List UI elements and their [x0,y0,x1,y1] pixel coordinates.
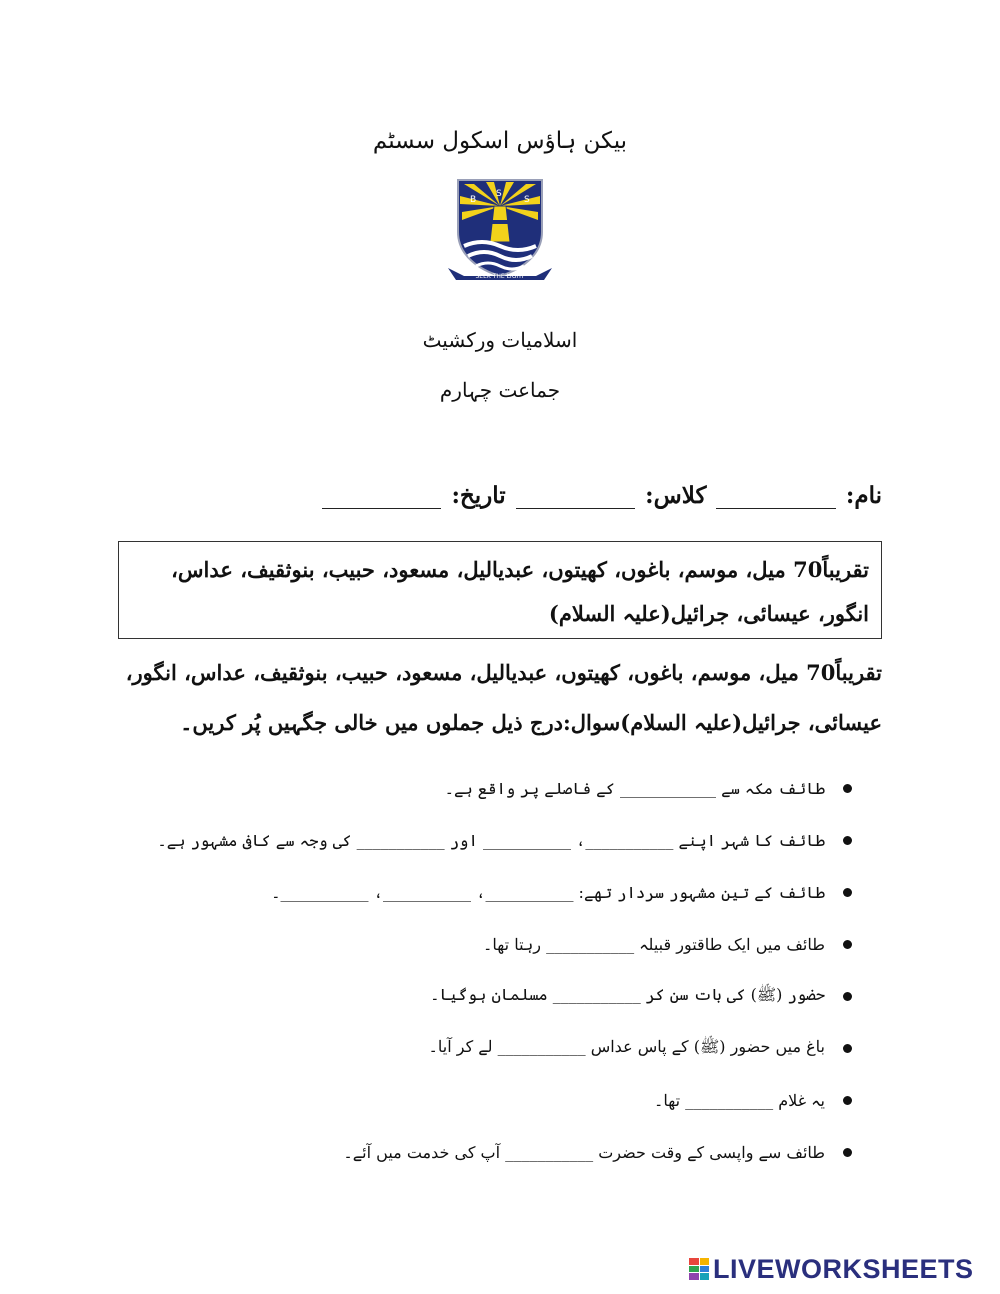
question-text: طائف کے تین مشہور سردار تھے: ___________، ___________، ___________۔ [271,882,825,902]
bullet-icon [843,940,852,949]
crest-letter: S [524,195,530,205]
list-item [92,970,852,1022]
question-text: یہ غلام ___________ تھا۔ [654,1090,825,1110]
school-crest-logo [444,176,556,284]
bullet-icon [843,1148,852,1157]
fill-in-blanks-list [92,762,852,1178]
student-info-row [322,478,882,509]
list-item [92,762,852,814]
list-item [92,1074,852,1126]
class-blank[interactable] [516,478,635,509]
question-text: حضور (ﷺ) کی بات سن کر ___________ مسلمان ہوگیا۔ [430,984,825,1004]
question-text: طائف مکہ سے ____________ کے فاصلے پر واقع ہے۔ [444,778,825,798]
date-label: تاریخ: [451,482,506,509]
liveworksheets-mark-icon [689,1258,709,1280]
liveworksheets-brand: LIVEWORKSHEETS [713,1253,974,1284]
crest-letter: B [470,195,477,205]
question-text: طائف میں ایک طاقتور قبیلہ ___________ رہتا تھا۔ [483,934,825,954]
bullet-icon [843,1044,852,1053]
worksheet-title: اسلامیات ورکشیٹ [422,328,578,352]
grade-label: جماعت چہارم [439,378,561,402]
question-text: طائف سے واپسی کے وقت حضرت ___________ آپ کی خدمت میں آئے۔ [343,1142,825,1162]
word-bank-box: تقریباً70 میل، موسم، باغوں، کھیتوں، عبدیالیل، مسعود، حبیب، بنوثقیف، عداس، انگور، عیسائی، جرائیل(علیہ السلام) [118,541,882,639]
school-name: بیکن ہاؤس اسکول سسٹم [372,128,628,154]
word-bank-and-question-heading: تقریباً70 میل، موسم، باغوں، کھیتوں، عبدیالیل، مسعود، حبیب، بنوثقیف، عداس، انگور، عیسائی، جرائیل(علیہ السلام)سوال:درج ذیل جملوں میں خالی جگہیں پُر کریں۔ [125,660,882,735]
bullet-icon [843,1096,852,1105]
list-item [92,814,852,866]
list-item [92,866,852,918]
crest-letter: S [496,189,502,199]
crest-motto: SEEK THE LIGHT [475,273,525,280]
class-label: کلاس: [645,482,707,509]
question-text: طائف کا شہر اپنے ___________، ___________ اور ___________ کی وجہ سے کافی مشہور ہے۔ [157,830,825,850]
bullet-icon [843,888,852,897]
name-label: نام: [845,482,882,509]
list-item [92,1022,852,1074]
list-item [92,918,852,970]
bullet-icon [843,836,852,845]
bullet-icon [843,784,852,793]
bullet-icon [843,992,852,1001]
name-blank[interactable] [716,478,835,509]
liveworksheets-logo[interactable] [689,1254,974,1284]
date-blank[interactable] [322,478,441,509]
question-text: باغ میں حضور (ﷺ) کے پاس عداس ___________ لے کر آیا۔ [428,1036,825,1056]
list-item [92,1126,852,1178]
